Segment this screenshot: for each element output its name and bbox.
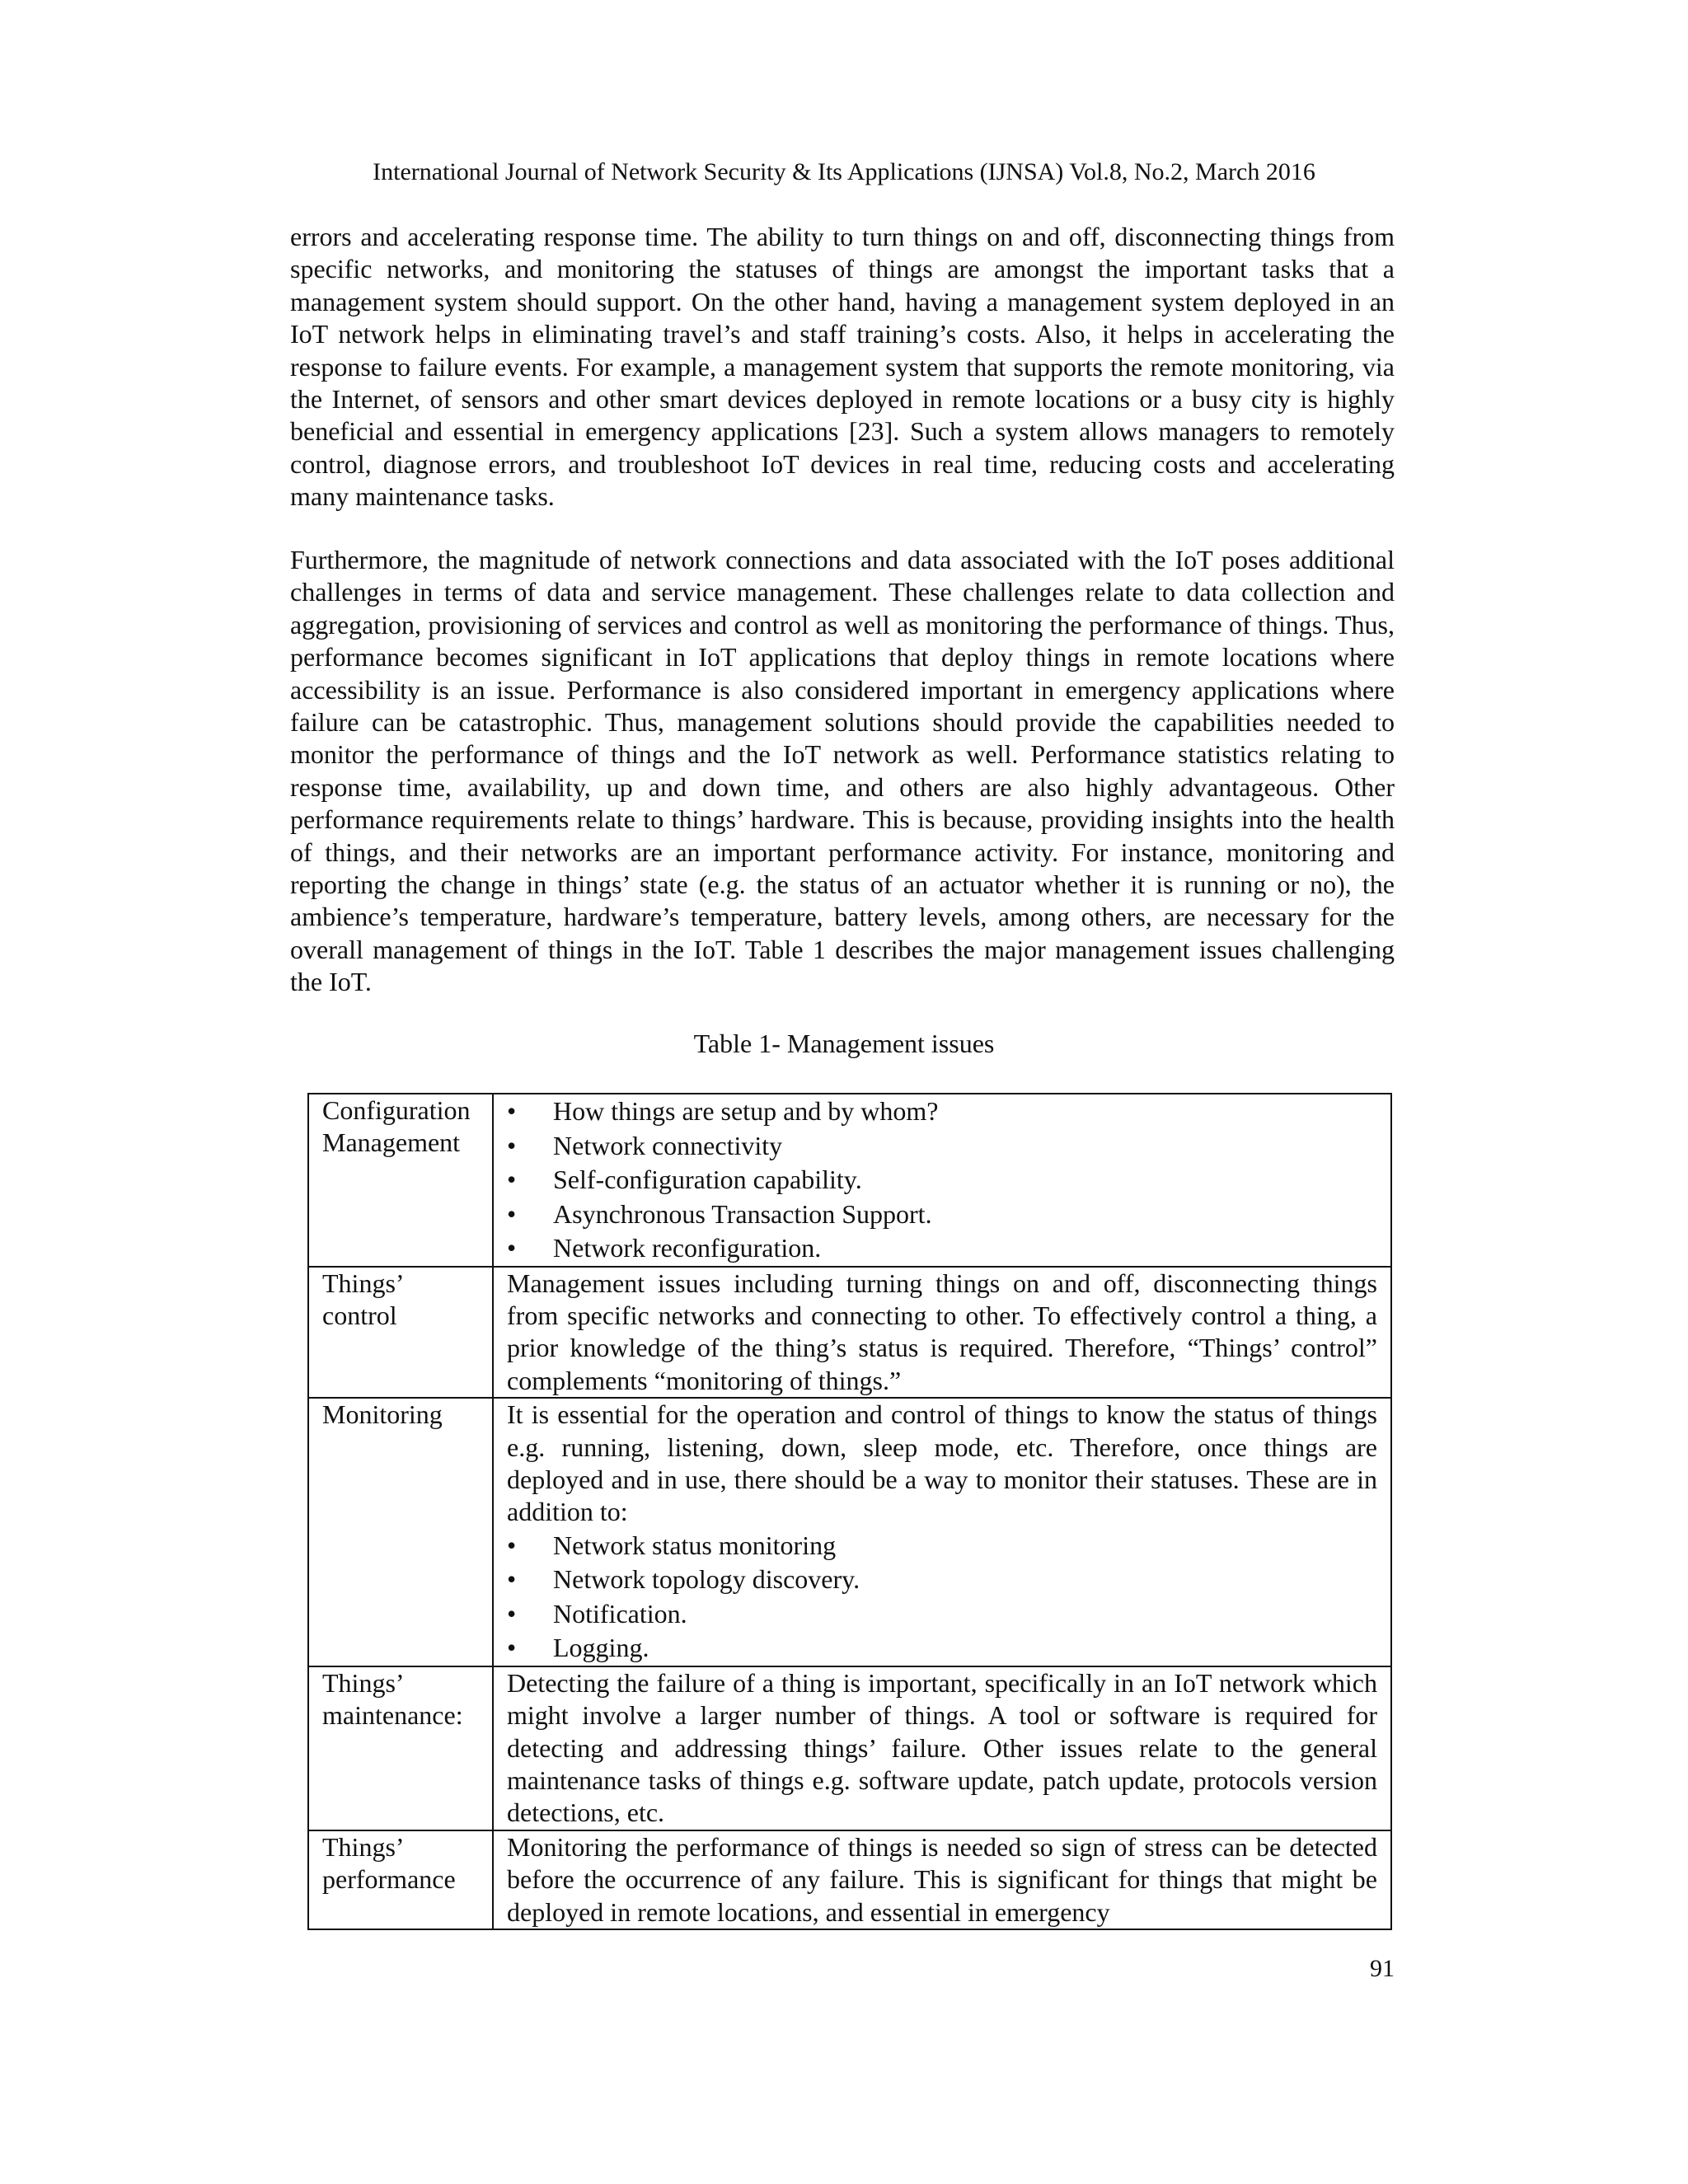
bullet-list <box>507 1529 1377 1666</box>
running-header: International Journal of Network Security & Its Applications (IJNSA) Vol.8, No.2, March 2016 <box>373 158 1315 185</box>
row-label: Things’ maintenance: <box>308 1666 493 1830</box>
row-label: Things’ control <box>308 1267 493 1399</box>
paragraph-1: errors and accelerating response time. The ability to turn things on and off, disconnecting things from specific networks, and monitoring the statuses of things are amongst the important tasks that a management system should support. On the other hand, having a management system deployed in an IoT network helps in eliminating travel’s and staff training’s costs. Also, it helps in accelerating the response to failure events. For example, a management system that supports the remote monitoring, via the Internet, of sensors and other smart devices deployed in remote locations or a busy city is highly beneficial and essential in emergency applications [23]. Such a system allows managers to remotely control, diagnose errors, and troubleshoot IoT devices in real time, reducing costs and accelerating many maintenance tasks. <box>290 222 1395 512</box>
row-content: Detecting the failure of a thing is important, specifically in an IoT network which might involve a larger number of things. A tool or software is required for detecting and addressing things’ failure. Other issues relate to the general maintenance tasks of things e.g. software update, patch update, protocols version detections, etc. <box>493 1666 1391 1830</box>
table-row <box>308 1267 1391 1399</box>
list-item: • How things are setup and by whom? <box>507 1094 1377 1129</box>
table-row <box>308 1398 1391 1666</box>
row-content <box>493 1398 1391 1666</box>
row-label: Things’ performance <box>308 1830 493 1929</box>
table-row <box>308 1666 1391 1830</box>
row-content: Management issues including turning things on and off, disconnecting things from specific networks and connecting to other. To effectively control a thing, a prior knowledge of the thing’s status is required. Therefore, “Things’ control” complements “monitoring of things.” <box>493 1267 1391 1399</box>
list-item: • Asynchronous Transaction Support. <box>507 1197 1377 1232</box>
row-label: Monitoring <box>308 1398 493 1666</box>
list-item: • Network connectivity <box>507 1129 1377 1164</box>
row-content: Monitoring the performance of things is needed so sign of stress can be detected before the occurrence of any failure. This is significant for things that might be deployed in remote locations, and essential in emergency <box>493 1830 1391 1929</box>
list-item: • Logging. <box>507 1631 1377 1666</box>
paragraph-2: Furthermore, the magnitude of network connections and data associated with the IoT poses additional challenges in terms of data and service management. These challenges relate to data collection and aggregation, provisioning of services and control as well as monitoring the performance of things. Thus, performance becomes significant in IoT applications that deploy things in remote locations where accessibility is an issue. Performance is also considered important in emergency applications where failure can be catastrophic. Thus, management solutions should provide the capabilities needed to monitor the performance of things and the IoT network as well. Performance statistics relating to response time, availability, up and down time, and others are also highly advantageous. Other performance requirements relate to things’ hardware. This is because, providing insights into the health of things, and their networks are an important performance activity. For instance, monitoring and reporting the change in things’ state (e.g. the status of an actuator whether it is running or no), the ambience’s temperature, hardware’s temperature, battery levels, among others, are necessary for the overall management of things in the IoT. Table 1 describes the major management issues challenging the IoT. <box>290 545 1395 997</box>
page-number: 91 <box>1370 1955 1395 1982</box>
row-text: It is essential for the operation and control of things to know the status of things e.g. running, listening, down, sleep mode, etc. Therefore, once things are deployed and in use, there should be a way to monitor their statuses. These are in addition to: <box>507 1399 1377 1527</box>
row-content <box>493 1094 1391 1267</box>
list-item: • Self-configuration capability. <box>507 1163 1377 1197</box>
row-label: Configuration Management <box>308 1094 493 1267</box>
management-issues-table <box>307 1093 1392 1930</box>
list-item: • Notification. <box>507 1597 1377 1632</box>
bullet-list <box>507 1094 1377 1266</box>
list-item: • Network reconfiguration. <box>507 1231 1377 1266</box>
table-row <box>308 1094 1391 1267</box>
table-caption: Table 1- Management issues <box>693 1029 995 1058</box>
list-item: • Network status monitoring <box>507 1529 1377 1563</box>
table-row <box>308 1830 1391 1929</box>
list-item: • Network topology discovery. <box>507 1563 1377 1597</box>
